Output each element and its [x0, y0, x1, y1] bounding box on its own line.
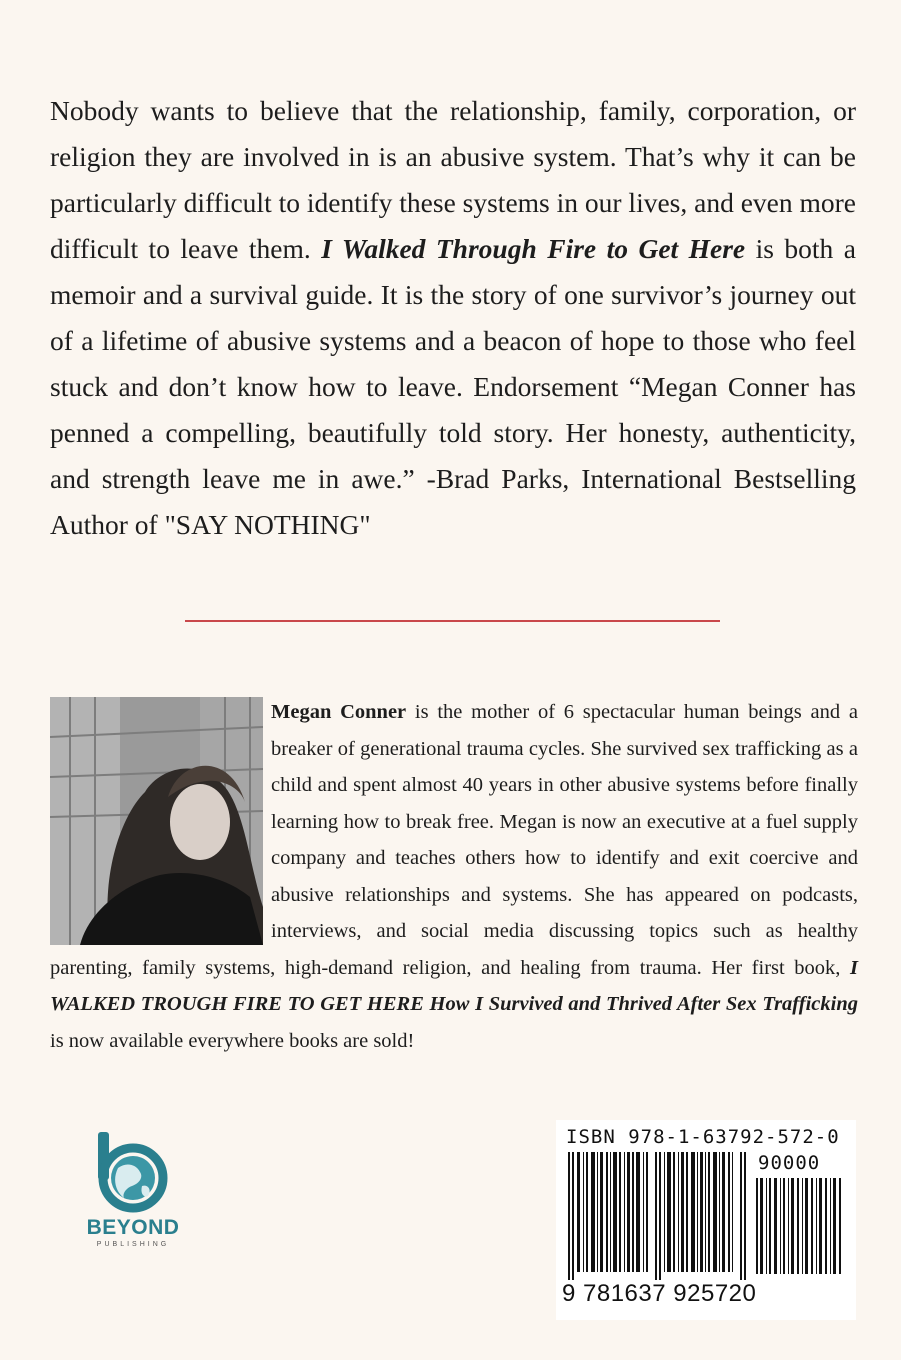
bio-text-end: is now available everywhere books are sold! — [50, 1029, 415, 1052]
publisher-subtitle: PUBLISHING — [96, 1241, 170, 1248]
book-description — [50, 88, 856, 548]
bio-book-title: I WALKED TROUGH FIRE TO GET HERE How I Survived and Thrived After Sex Trafficking — [50, 956, 858, 1015]
barcode-digits: 9 781637 925720 — [562, 1280, 757, 1307]
publisher-logo — [68, 1128, 198, 1258]
isbn-barcode — [556, 1120, 856, 1320]
author-photo — [50, 697, 263, 945]
barcode-bars — [564, 1152, 754, 1280]
price-barcode-bars — [754, 1178, 846, 1274]
author-name: Megan Conner — [271, 701, 407, 723]
price-code: 90000 — [758, 1152, 821, 1174]
publisher-name: BEYOND — [86, 1216, 180, 1239]
author-bio — [50, 694, 858, 1059]
bio-text: is the mother of 6 spectacular human beings and a breaker of generational trauma cycles. She survived sex trafficking as a child and spent almost 40 years in other abusive systems before finally learning how to break free. Megan is now an executive at a fuel supply company and teaches others how to identify and exit coercive and abusive relationships and systems. She has appeared on podcasts, interviews, and social media discussing topics such as healthy parenting, family systems, high-demand religion, and healing from trauma. Her first book, — [50, 701, 858, 979]
section-divider — [185, 620, 720, 622]
globe-icon — [68, 1128, 198, 1218]
description-text-continued: is both a memoir and a survival guide. It is the story of one survivor’s journey out of a lifetime of abusive systems and a beacon of hope to those who feel stuck and don’t know how to leave. Endorsement “Megan Conner has penned a compelling, beautifully told story. Her honesty, authenticity, and strength leave me in awe.” -Brad Parks, International Bestselling Author of "SAY NOTHING" — [50, 233, 856, 540]
description-text: Nobody wants to believe that the relationship, family, corporation, or religion they are involved in is an abusive system. That’s why it can be particularly difficult to identify these systems in our lives, and even more difficult to leave them. — [50, 95, 856, 264]
isbn-label: ISBN 978-1-63792-572-0 — [566, 1126, 840, 1148]
book-title-inline: I Walked Through Fire to Get Here — [321, 233, 746, 264]
